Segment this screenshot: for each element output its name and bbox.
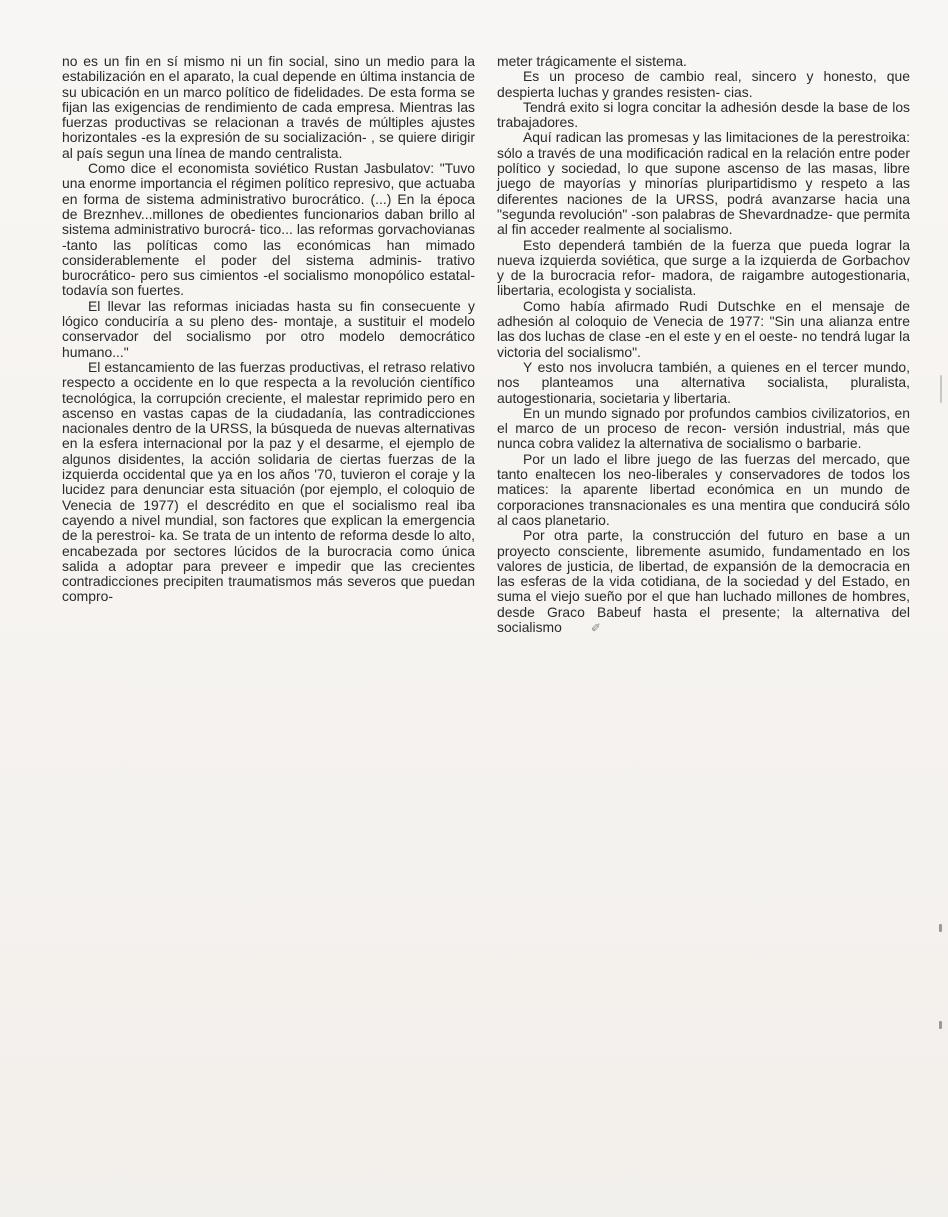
right-paragraph-2: Es un proceso de cambio real, sincero y honesto, que despierta luchas y grandes resisten- cias. — [497, 68, 910, 100]
left-paragraph-2: Como dice el economista soviético Rustan Jasbulatov: "Tuvo una enorme importancia el régimen político represivo, que actuaba en forma de sistema administrativo burocrático. (...) En la época de Breznhev...millones de obedientes funcionarios daban brillo al sistema administrativo burocrá- tico... las reformas gorvachovianas -tanto las políticas como las económicas han mimado considerablemente el poder del sistema adminis- trativo burocrático- pero sus cimientos -el socialismo monopólico estatal- todavía son fuertes. — [62, 160, 475, 299]
pen-icon: ✐ — [590, 620, 601, 635]
scan-edge-mark — [940, 375, 942, 403]
right-paragraph-10 — [497, 528, 910, 636]
right-paragraph-9: Por un lado el libre juego de las fuerzas del mercado, que tanto enaltecen los neo-liberales y conservadores de todos los matices: la aparente libertad económica en un mundo de corporaciones transnacionales es una mentira que conducirá sólo al caos planetario. — [497, 450, 910, 528]
right-paragraph-6: Como había afirmado Rudi Dutschke en el mensaje de adhesión al coloquio de Venecia de 1977: "Sin una alianza entre las dos luchas de clase -en el este y en el oeste- no tendrá lugar la victoria del socialismo". — [497, 297, 910, 360]
left-paragraph-1: no es un fin en sí mismo ni un fin social, sino un medio para la estabilización en el aparato, la cual depende en última instancia de su ubicación en un marco político de fidelidades. De esta forma se fijan las exigencias de rendimiento de cada empresa. Mientras las fuerzas productivas se relacionan a través de múltiples ajustes horizontales -es la expresión de su socialización- , se quiere dirigir al país segun una línea de mando centralista. — [62, 53, 475, 161]
left-paragraph-4: El estancamiento de las fuerzas productivas, el retraso relativo respecto a occidente en lo que respecta a la revolución científico tecnológica, la corrupción creciente, el malestar reprimido pero en ascenso en vastas capas de la ciudadanía, las contradicciones nacionales dentro de la URSS, la búsqueda de nuevas alternativas en la esfera internacional por la paz y el desarme, el ejemplo de algunos disidentes, la acción solidaria de ciertas fuerzas de la izquierda occidental que ya en los años '70, tuvieron el coraje y la lucidez para denunciar esta situación (por ejemplo, el coloquio de Venecia de 1977) el descrédito en que el socialismo real iba cayendo a nivel mundial, son factores que explican la emergencia de la perestroi- ka. Se trata de un intento de reforma desde lo alto, encabezada por sectores lúcidos de la burocracia como única salida a adoptar para preveer e impedir que las crecientes contradicciones precipiten traumatismos más severos que puedan compro- — [62, 358, 475, 605]
scan-edge-mark — [939, 1021, 942, 1029]
right-paragraph-10-text: Por otra parte, la construcción del futuro en base a un proyecto consciente, libremente asumido, fundamentado en los valores de justicia, de libertad, de expansión de la democracia en las esferas de la vida cotidiana, de la sociedad y del Estado, en suma el viejo sueño por el que han luchado millones de hombres, desde Graco Babeuf hasta el presente; la alternativa del socialismo — [497, 527, 910, 635]
right-paragraph-3: Tendrá exito si logra concitar la adhesión desde la base de los trabajadores. — [497, 98, 910, 131]
left-paragraph-3: El llevar las reformas iniciadas hasta su fin consecuente y lógico conduciría a su pleno des- montaje, a sustituir el modelo conservador del socialismo por otro modelo democrático humano..." — [62, 297, 475, 360]
left-column — [62, 54, 475, 605]
right-paragraph-7: Y esto nos involucra también, a quienes en el tercer mundo, nos planteamos una alternativa socialista, pluralista, autogestionaria, societaria y libertaria. — [497, 358, 910, 406]
right-paragraph-8: En un mundo signado por profundos cambios civilizatorios, en el marco de un proceso de recon- versión industrial, más que nunca cobra validez la alternativa de socialismo o barbarie. — [497, 404, 910, 452]
right-paragraph-5: Esto dependerá también de la fuerza que pueda lograr la nueva izquierda soviética, que surge a la izquierda de Gorbachov y de la burocracia refor- madora, de raigambre autogestionaria, libertaria, ecologista y socialista. — [497, 236, 910, 299]
right-paragraph-4: Aquí radican las promesas y las limitaciones de la perestroika: sólo a través de una modificación radical en la relación entre poder político y sociedad, lo que supone ascenso de las masas, libre juego de mayorías y minorías pluripartidismo y respeto a las diferentes naciones de la URSS, podrá avanzarse hacia una "segunda revolución" -son palabras de Shevardnadze- que permita al fin acceder realmente al socialismo. — [497, 129, 910, 238]
right-column — [497, 54, 910, 636]
right-paragraph-1: meter trágicamente el sistema. — [497, 53, 687, 69]
scan-edge-mark — [939, 924, 942, 932]
